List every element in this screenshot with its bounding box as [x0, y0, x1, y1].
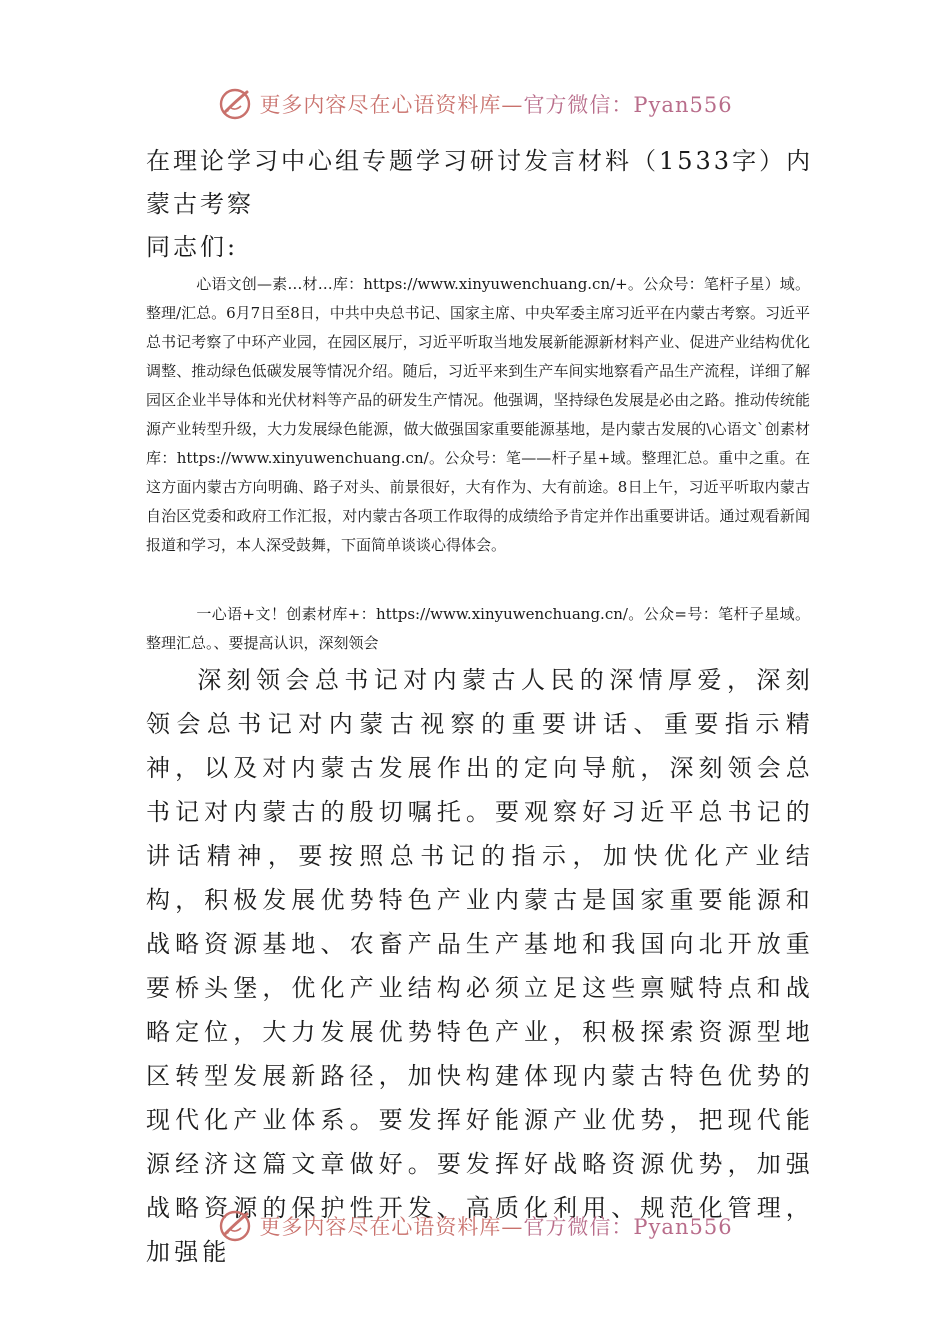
- watermark-text: 更多内容尽在心语资料库—官方微信：Pyan556: [259, 93, 733, 117]
- paragraph-heading: [146, 600, 810, 658]
- watermark-banner-bottom: [0, 1206, 950, 1246]
- paragraph-body-text: 深刻领会总书记对内蒙古人民的深情厚爱，深刻领会总书记对内蒙古视察的重要讲话、重要指示精神，以及对内蒙古发展作出的定向导航，深刻领会总书记对内蒙古的殷切嘱托。要观察好习近平总书记的讲话精神，要按照总书记的指示，加快优化产业结构，积极发展优势特色产业内蒙古是国家重要能源和战略资源基地、农畜产品生产基地和我国向北开放重要桥头堡，优化产业结构必须立足这些禀赋特点和战略定位，大力发展优势特色产业，积极探索资源型地区转型发展新路径，加快构建体现内蒙古特色优势的现代化产业体系。要发挥好能源产业优势，把现代能源经济这篇文章做好。要发挥好战略资源优势，加强战略资源的保护性开发、高质化利用、规范化管理，加强能: [146, 666, 814, 1266]
- paragraph-heading-text: 一心语+文！创素材库+：https://www.xinyuwenchuang.cn/。公众=号：笔杆子星域。整理汇总。、要提高认识，深刻领会: [146, 605, 810, 652]
- document-title: 在理论学习中心组专题学习研讨发言材料（1533字）内蒙古考察: [146, 147, 814, 218]
- watermark-text: 更多内容尽在心语资料库—官方微信：Pyan556: [259, 1215, 733, 1239]
- paragraph-body: [146, 658, 814, 1274]
- pen-circle-logo-icon: [217, 86, 253, 122]
- paragraph-intro-text: 心语文创—素…材…库：https://www.xinyuwenchuang.cn/+。公众号：笔杆子星）域。整理/汇总。6月7日至8日，中共中央总书记、国家主席、中央军委主席习近平在内蒙古考察。习近平总书记考察了中环产业园，在园区展厅，习近平听取当地发展新能源新材料产业、促进产业结构优化调整、推动绿色低碳发展等情况介绍。随后，习近平来到生产车间实地察看产品生产流程，详细了解园区企业半导体和光伏材料等产品的研发生产情况。他强调，坚持绿色发展是必由之路。推动传统能源产业转型升级，大力发展绿色能源，做大做强国家重要能源基地，是内蒙古发展的\心语文`创素材库：https://www.xinyuwenchuang.cn/。公众号：笔——杆子星+域。整理汇总。重中之重。在这方面内蒙古方向明确、路子对头、前景很好，大有作为、大有前途。8日上午，习近平听取内蒙古自治区党委和政府工作汇报，对内蒙古各项工作取得的成绩给予肯定并作出重要讲话。通过观看新闻报道和学习，本人深受鼓舞，下面简单谈谈心得体会。: [146, 275, 810, 554]
- paragraph-intro: [146, 270, 810, 560]
- pen-circle-logo-icon: [217, 1208, 253, 1244]
- watermark-banner-top: [0, 84, 950, 124]
- greeting: 同志们:: [146, 233, 239, 261]
